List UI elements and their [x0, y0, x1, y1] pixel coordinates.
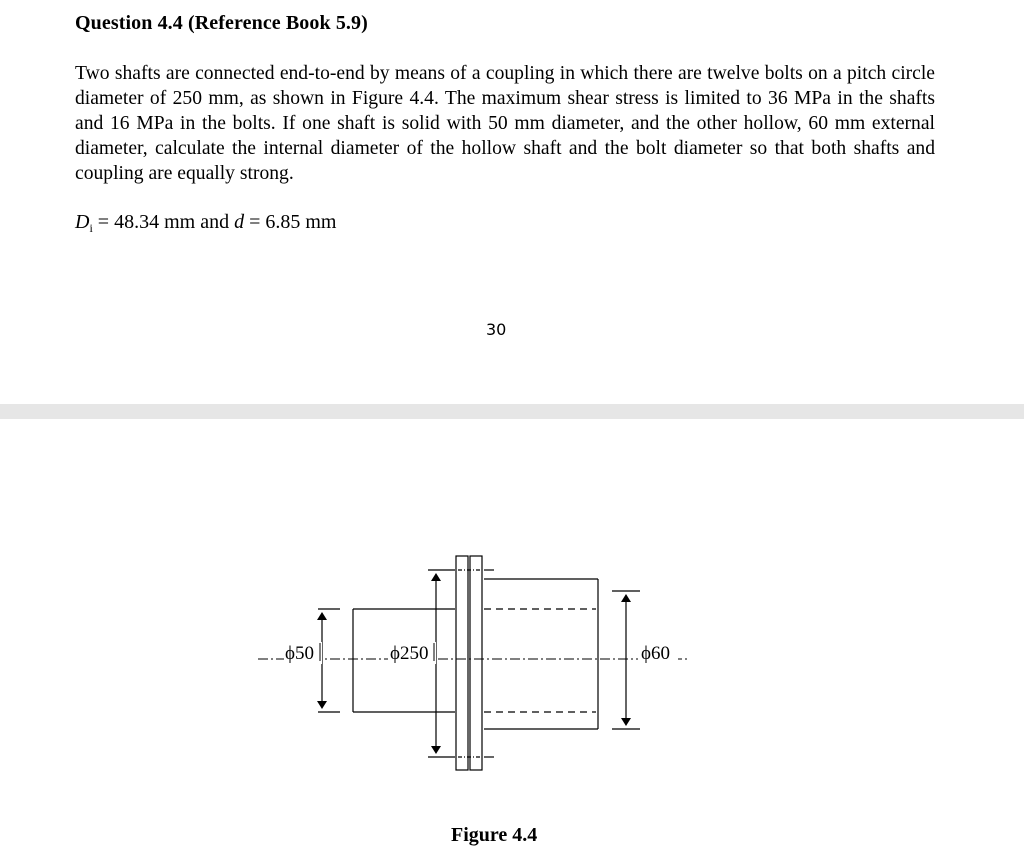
answer-d-symbol: d [234, 211, 245, 233]
figure-caption: Figure 4.4 [451, 824, 538, 846]
label-phi-250: ϕ250 [390, 643, 429, 664]
label-phi-50: ϕ50 [285, 643, 315, 664]
hollow-shaft [484, 579, 640, 729]
answer-d-value: = 6.85 mm [249, 211, 337, 233]
question-body: Two shafts are connected end-to-end by means of a coupling in which there are twelve bolts on a pitch circle diameter of 250 mm, as shown in Figure 4.4. The maximum shear stress is limited to 36 MPa in the shafts and 16 MPa in the bolts. If one shaft is solid with 50 mm diameter, and the other hollow, 60 mm external diameter, calculate the internal diameter of the hollow shaft and the bolt diameter so that both shafts and coupling are equally strong. [75, 63, 935, 184]
answer-line [75, 211, 336, 236]
document-page-bottom [0, 419, 1024, 863]
page-separator [0, 404, 1024, 419]
answer-di-subscript: i [89, 221, 93, 235]
answer-di-value: = 48.34 mm and [97, 211, 230, 233]
question-title: Question 4.4 (Reference Book 5.9) [75, 12, 368, 34]
page-number: 30 [486, 320, 507, 339]
label-phi-60: ϕ60 [641, 643, 671, 664]
answer-di-symbol: D [75, 211, 90, 233]
coupling-flanges [456, 556, 482, 770]
coupling-figure [0, 419, 1024, 863]
document-page-top [0, 0, 1024, 404]
